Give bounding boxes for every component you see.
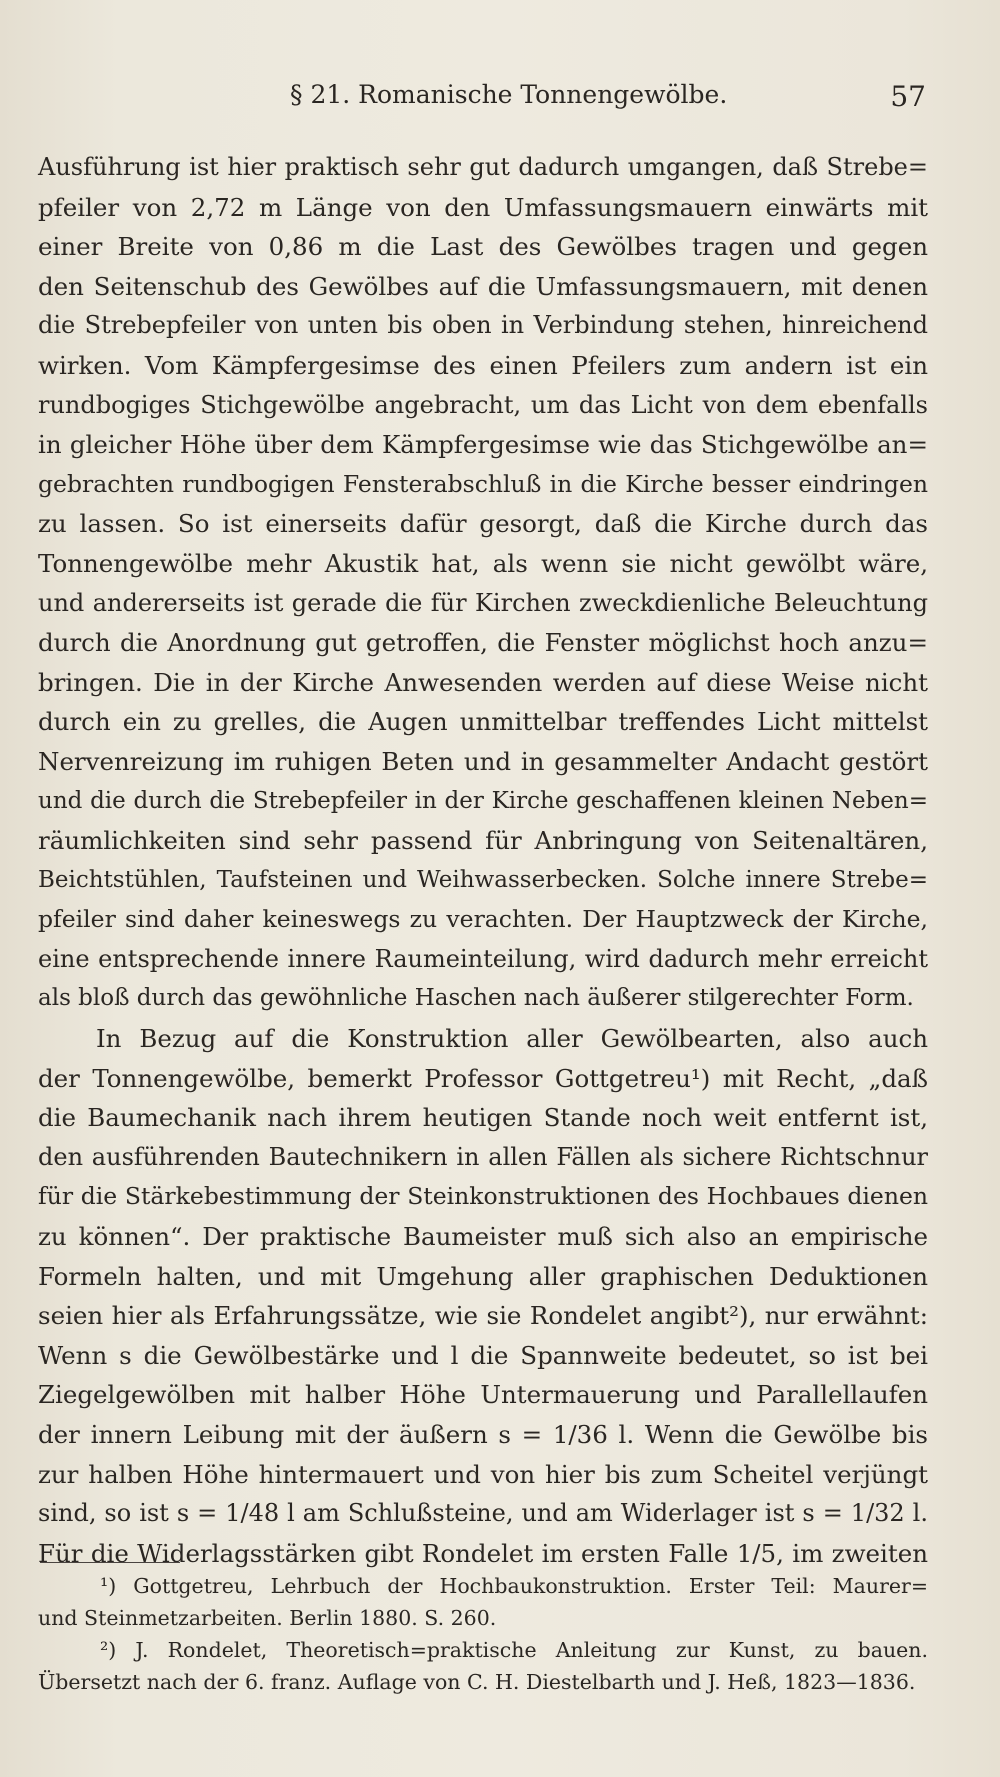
text-line: Ausführung ist hier praktisch sehr gut dadurch umgangen, daß Strebe= [38, 153, 928, 181]
body-text [38, 148, 928, 1573]
text-line: Beichtstühlen, Taufsteinen und Weihwasserbecken. Solche innere Strebe= [38, 866, 928, 893]
text-line: rundbogiges Stichgewölbe angebracht, um das Licht von dem ebenfalls [38, 390, 928, 419]
text-line: die Strebepfeiler von unten bis oben in Verbindung stehen, hinreichend [38, 311, 928, 340]
text-line: zu lassen. So ist einerseits dafür gesorgt, daß die Kirche durch das [38, 509, 928, 539]
text-line: und andererseits ist gerade die für Kirchen zweckdienliche Beleuchtung [38, 588, 928, 617]
paragraph-start-line: In Bezug auf die Konstruktion aller Gewölbearten, also auch [96, 1024, 928, 1054]
footnote-1-line: ¹) Gottgetreu, Lehrbuch der Hochbaukonstruktion. Erster Teil: Maurer= [100, 1574, 928, 1598]
text-line: der innern Leibung mit der äußern s = 1/36 l. Wenn die Gewölbe bis [38, 1420, 928, 1449]
running-header [290, 80, 940, 120]
text-line: und die durch die Strebepfeiler in der Kirche geschaffenen kleinen Neben= [38, 787, 928, 814]
footnote-2-line: Übersetzt nach der 6. franz. Auflage von C. H. Diestelbarth und J. Heß, 1823—1836. [38, 1670, 916, 1694]
text-line: als bloß durch das gewöhnliche Haschen nach äußerer stilgerechter Form. [38, 985, 914, 1012]
text-line: zu können“. Der praktische Baumeister muß sich also an empirische [38, 1222, 928, 1252]
text-line: für die Stärkebestimmung der Steinkonstruktionen des Hochbaues dienen [38, 1182, 928, 1211]
text-line: der Tonnengewölbe, bemerkt Professor Gottgetreu¹) mit Recht, „daß [38, 1063, 928, 1093]
text-line: pfeiler sind daher keineswegs zu verachten. Der Hauptzweck der Kirche, [38, 905, 928, 934]
text-line: Für die Widerlagsstärken gibt Rondelet im ersten Falle 1/5, im zweiten [38, 1538, 928, 1568]
text-line: eine entsprechende innere Raumeinteilung, wird dadurch mehr erreicht [38, 944, 928, 973]
text-line: sind, so ist s = 1/48 l am Schlußsteine, und am Widerlager ist s = 1/32 l. [38, 1499, 928, 1528]
text-line: einer Breite von 0,86 m die Last des Gewölbes tragen und gegen [38, 232, 928, 262]
text-line: den ausführenden Bautechnikern in allen Fällen als sichere Richtschnur [38, 1142, 928, 1171]
text-line: gebrachten rundbogigen Fensterabschluß in die Kirche besser eindringen [38, 469, 928, 498]
footnote-rule [40, 1562, 180, 1563]
section-title: § 21. Romanische Tonnengewölbe. [290, 80, 728, 109]
footnote-1-line: und Steinmetzarbeiten. Berlin 1880. S. 260. [38, 1606, 497, 1630]
text-line: wirken. Vom Kämpfergesimse des einen Pfeilers zum andern ist ein [38, 350, 928, 380]
text-line: durch ein zu grelles, die Augen unmittelbar treffendes Licht mittelst [38, 707, 928, 737]
text-line: bringen. Die in der Kirche Anwesenden werden auf diese Weise nicht [38, 667, 928, 697]
footnotes [38, 1570, 928, 1698]
text-line: Wenn s die Gewölbestärke und l die Spannweite bedeutet, so ist bei [38, 1340, 928, 1370]
text-line: seien hier als Erfahrungssätze, wie sie Rondelet angibt²), nur erwähnt: [38, 1301, 928, 1331]
text-line: Tonnengewölbe mehr Akustik hat, als wenn sie nicht gewölbt wäre, [38, 548, 928, 578]
text-line: räumlichkeiten sind sehr passend für Anbringung von Seitenaltären, [38, 826, 928, 856]
text-line: Formeln halten, und mit Umgehung aller graphischen Deduktionen [38, 1261, 928, 1291]
text-line: zur halben Höhe hintermauert und von hier bis zum Scheitel verjüngt [38, 1459, 928, 1489]
page-number: 57 [890, 80, 926, 113]
text-line: Nervenreizung im ruhigen Beten und in gesammelter Andacht gestört [38, 746, 928, 776]
text-line: durch die Anordnung gut getroffen, die Fenster möglichst hoch anzu= [38, 628, 928, 658]
text-line: die Baumechanik nach ihrem heutigen Stande noch weit entfernt ist, [38, 1103, 928, 1133]
footnote-2-line: ²) J. Rondelet, Theoretisch=praktische Anleitung zur Kunst, zu bauen. [100, 1638, 928, 1662]
text-line: pfeiler von 2,72 m Länge von den Umfassungsmauern einwärts mit [38, 192, 928, 222]
text-line: den Seitenschub des Gewölbes auf die Umfassungsmauern, mit denen [38, 271, 928, 301]
text-line: in gleicher Höhe über dem Kämpfergesimse wie das Stichgewölbe an= [38, 430, 928, 460]
text-line: Ziegelgewölben mit halber Höhe Untermauerung und Parallellaufen [38, 1380, 928, 1410]
